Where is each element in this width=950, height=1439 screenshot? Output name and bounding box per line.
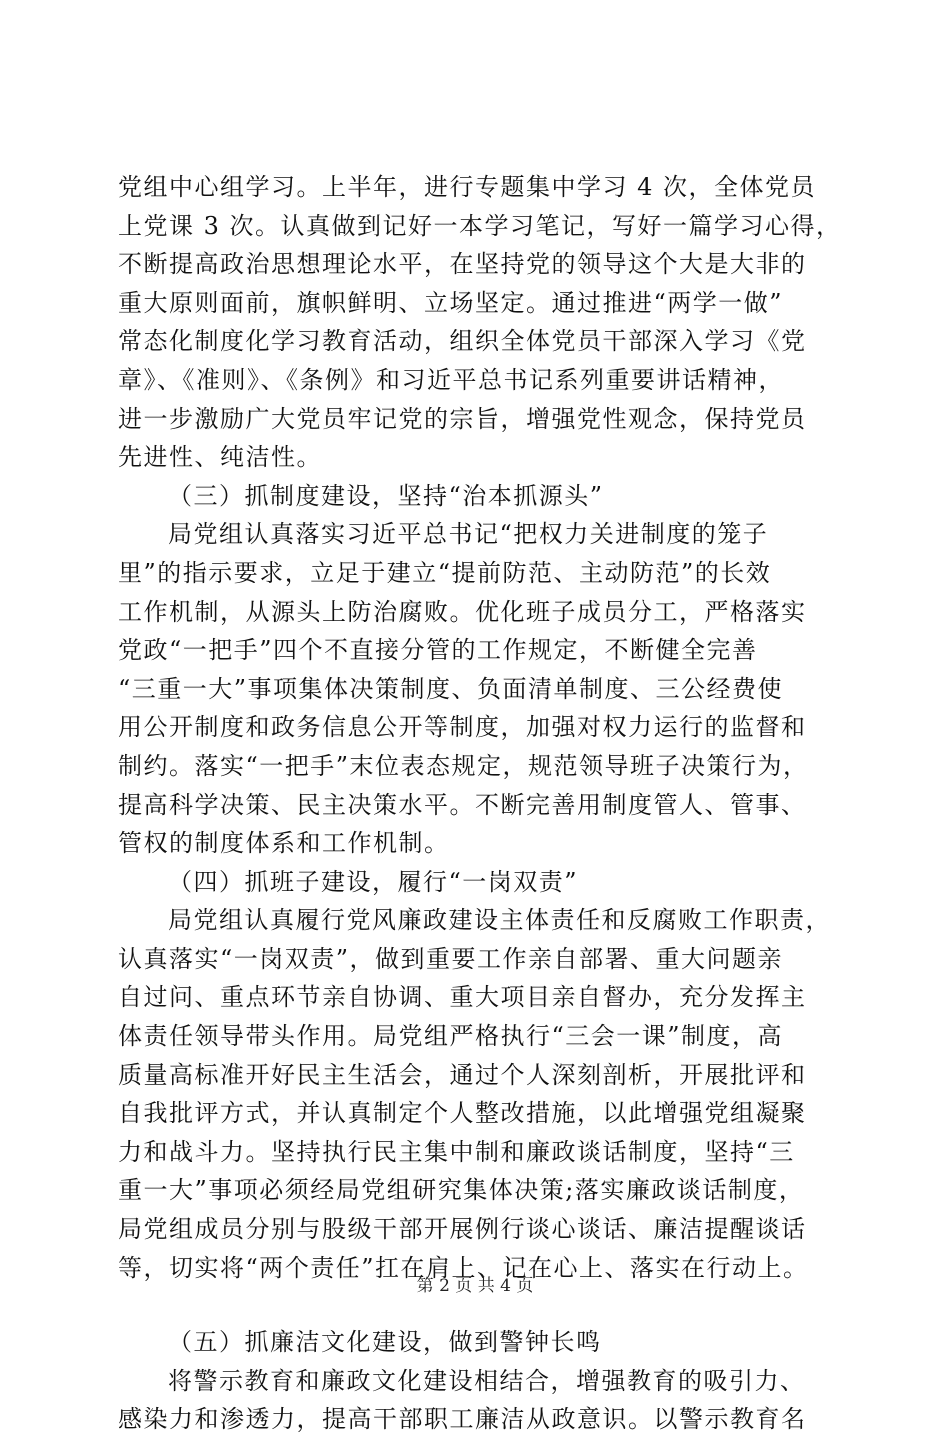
body-line: 管权的制度体系和工作机制。 <box>118 829 450 858</box>
body-line: 质量高标准开好民主生活会，通过个人深刻剖析，开展批评和 <box>118 1060 807 1089</box>
section-heading: （四）抓班子建设，履行“一岗双责” <box>168 867 579 896</box>
body-line: 工作机制，从源头上防治腐败。优化班子成员分工，严格落实 <box>118 597 807 626</box>
body-line: 自我批评方式，并认真制定个人整改措施，以此增强党组凝聚 <box>118 1099 807 1128</box>
body-line: 先进性、纯洁性。 <box>118 443 322 472</box>
body-line: 章》、《准则》、《条例》和习近平总书记系列重要讲话精神， <box>118 365 784 394</box>
body-line: 里”的指示要求，立足于建立“提前防范、主动防范”的长效 <box>118 558 772 587</box>
body-line: 局党组认真落实习近平总书记“把权力关进制度的笼子 <box>168 520 769 549</box>
body-line: 力和战斗力。坚持执行民主集中制和廉政谈话制度，坚持“三 <box>118 1137 795 1166</box>
section-heading: （三）抓制度建设，坚持“治本抓源头” <box>168 481 604 510</box>
body-line: 进一步激励广大党员牢记党的宗旨，增强党性观念，保持党员 <box>118 404 807 433</box>
page-footer: 第 2 页 共 4 页 <box>416 1276 534 1296</box>
body-line: 认真落实“一岗双责”，做到重要工作亲自部署、重大问题亲 <box>118 944 784 973</box>
body-line: 自过问、重点环节亲自协调、重大项目亲自督办，充分发挥主 <box>118 983 807 1012</box>
body-line: 提高科学决策、民主决策水平。不断完善用制度管人、管事、 <box>118 790 807 819</box>
body-line: 党政“一把手”四个不直接分管的工作规定，不断健全完善 <box>118 636 758 665</box>
body-line: 重大原则面前，旗帜鲜明、立场坚定。通过推进“两学一做” <box>118 288 784 317</box>
body-line: 重一大”事项必须经局党组研究集体决策;落实廉政谈话制度， <box>118 1176 805 1205</box>
body-line: 党组中心组学习。上半年，进行专题集中学习 4 次，全体党员 <box>118 173 817 201</box>
body-line: 制约。落实“一把手”末位表态规定，规范领导班子决策行为， <box>118 751 809 780</box>
body-line: 感染力和渗透力，提高干部职工廉洁从政意识。以警示教育名 <box>118 1405 807 1434</box>
section-heading: （五）抓廉洁文化建设，做到警钟长鸣 <box>168 1328 602 1357</box>
body-line: 不断提高政治思想理论水平，在坚持党的领导这个大是大非的 <box>118 250 807 279</box>
document-body <box>118 168 842 1439</box>
body-line: 用公开制度和政务信息公开等制度，加强对权力运行的监督和 <box>118 713 807 742</box>
body-line: 局党组认真履行党风廉政建设主体责任和反腐败工作职责， <box>168 906 831 935</box>
body-line: 等，切实将“两个责任”扛在肩上、记在心上、落实在行动上。 <box>118 1253 809 1282</box>
body-line: 将警示教育和廉政文化建设相结合，增强教育的吸引力、 <box>168 1366 806 1395</box>
body-line: 体责任领导带头作用。局党组严格执行“三会一课”制度，高 <box>118 1022 784 1051</box>
body-line: 局党组成员分别与股级干部开展例行谈心谈话、廉洁提醒谈话 <box>118 1215 807 1244</box>
body-line: “三重一大”事项集体决策制度、负面清单制度、三公经费使 <box>118 674 784 703</box>
body-line: 上党课 3 次。认真做到记好一本学习笔记，写好一篇学习心得， <box>118 211 842 240</box>
body-line: 常态化制度化学习教育活动，组织全体党员干部深入学习《党 <box>118 327 807 356</box>
